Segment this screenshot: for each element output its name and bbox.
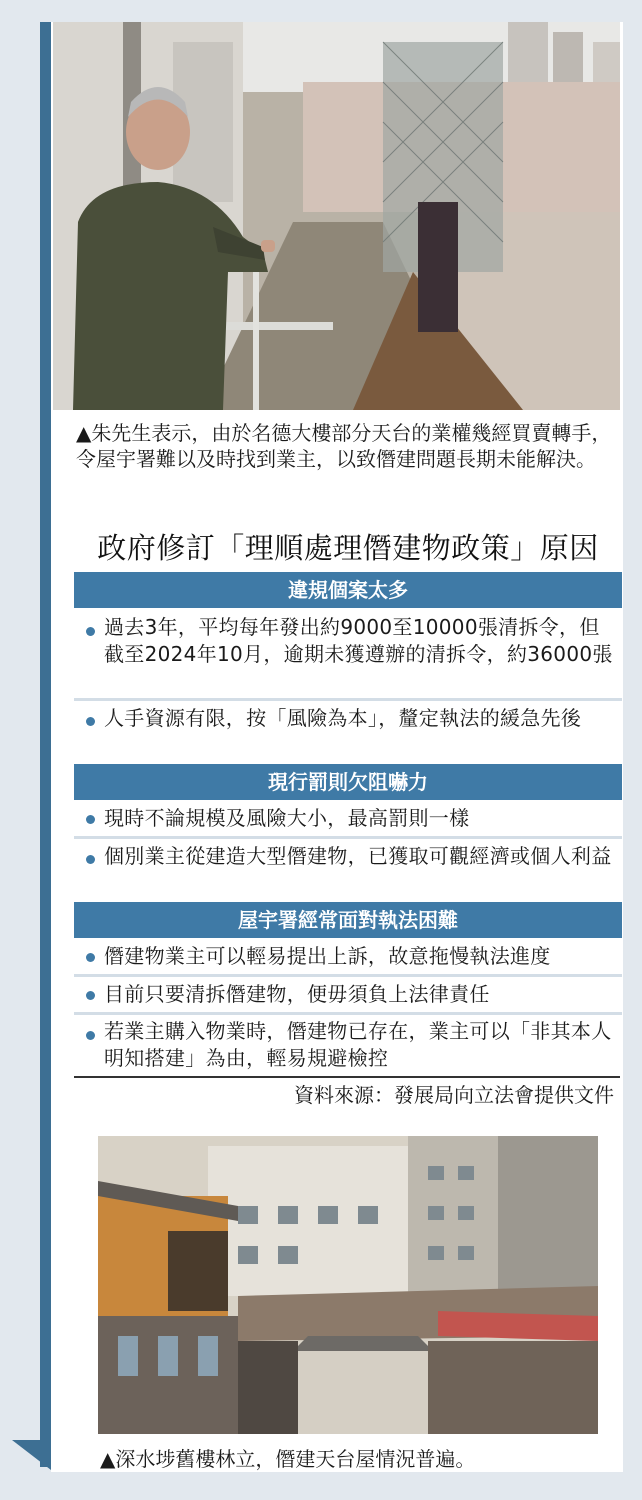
table-row	[74, 940, 622, 974]
row-text: 若業主購入物業時，僭建物已存在，業主可以「非其本人明知搭建」為由，輕易規避檢控	[104, 1019, 612, 1070]
bullet-icon	[86, 815, 95, 824]
bullet-icon	[86, 1031, 95, 1040]
photo2-caption: ▲深水埗舊樓林立，僭建天台屋情況普遍。	[100, 1447, 476, 1471]
bullet-icon	[86, 627, 95, 636]
left-accent-bar	[40, 22, 51, 1467]
section-heading-enforcement-difficulties: 屋宇署經常面對執法困難	[74, 902, 622, 938]
source-divider	[74, 1076, 620, 1078]
rooftop-photo-1	[53, 22, 620, 410]
photo1-caption: ▲朱先生表示，由於名德大樓部分天台的業權幾經買賣轉手，令屋宇署難以及時找到業主，以致僭建問題長期未能解決。	[76, 421, 612, 471]
row-text: 僭建物業主可以輕易提出上訴，故意拖慢執法進度	[104, 944, 551, 968]
row-divider	[74, 1012, 622, 1015]
table-row	[74, 702, 622, 762]
bullet-icon	[86, 953, 95, 962]
table-title: 政府修訂「理順處理僭建物政策」原因	[97, 531, 599, 565]
row-text: 個別業主從建造大型僭建物，已獲取可觀經濟或個人利益	[104, 844, 612, 868]
row-text: 現時不論規模及風險大小，最高罰則一樣	[104, 806, 470, 830]
source-note: 資料來源：發展局向立法會提供文件	[294, 1083, 614, 1107]
table-row	[74, 610, 622, 698]
row-text: 目前只要清拆僭建物，便毋須負上法律責任	[104, 982, 490, 1006]
table-row	[74, 840, 622, 900]
section-heading-too-many-cases: 違規個案太多	[74, 572, 622, 608]
table-row	[74, 802, 622, 836]
left-accent-bar-tail	[12, 1440, 51, 1470]
table-row	[74, 1016, 622, 1074]
row-divider	[74, 698, 622, 701]
row-divider	[74, 974, 622, 977]
row-text: 人手資源有限，按「風險為本」，釐定執法的緩急先後	[104, 706, 582, 730]
section-heading-weak-penalty: 現行罰則欠阻嚇力	[74, 764, 622, 800]
row-divider	[74, 836, 622, 839]
rooftop-photo-2	[98, 1136, 598, 1434]
row-text: 過去3年，平均每年發出約9000至10000張清拆令，但截至2024年10月，逾期未獲遵辦的清拆令，約36000張	[104, 615, 613, 666]
bullet-icon	[86, 991, 95, 1000]
bullet-icon	[86, 855, 95, 864]
bullet-icon	[86, 717, 95, 726]
table-row	[74, 978, 622, 1012]
